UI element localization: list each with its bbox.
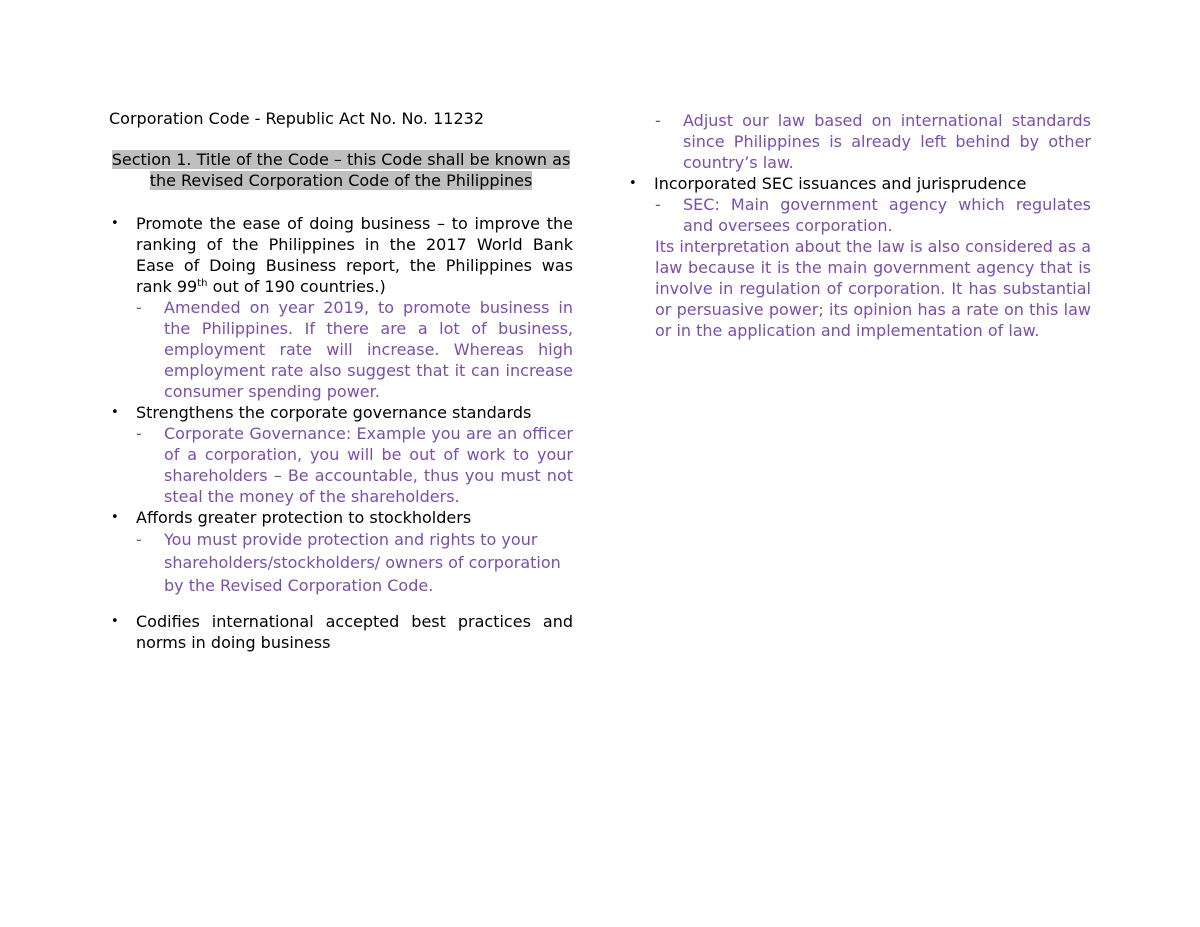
sub-item — [136, 423, 573, 507]
bullet-text-end: out of 190 countries.) — [207, 277, 386, 296]
dash-marker: - — [655, 111, 661, 130]
bullet-text: Incorporated SEC issuances and jurisprudence — [654, 174, 1027, 193]
right-column — [627, 110, 1091, 341]
bullet-text: Affords greater protection to stockholders — [136, 508, 472, 527]
bullet-item-governance — [109, 402, 573, 507]
bullet-marker: • — [629, 176, 637, 191]
bullet-text: Strengthens the corporate governance standards — [136, 403, 532, 422]
sub-list — [136, 297, 573, 402]
sub-item — [136, 297, 573, 402]
bullet-item-best-practices — [109, 611, 573, 653]
bullet-marker: • — [111, 614, 119, 629]
sub-list — [627, 110, 1091, 173]
sub-list — [136, 423, 573, 507]
dash-marker: - — [655, 195, 661, 214]
bullet-item-protection — [109, 507, 573, 597]
bullet-list — [627, 173, 1091, 194]
sub-item-text: Amended on year 2019, to promote business in the Philippines. If there are a lot of business, employment rate will increase. Whereas high employment rate also suggest that it can increase consumer spending power. — [164, 298, 573, 401]
bullet-text — [136, 213, 573, 297]
dash-marker: - — [136, 530, 142, 549]
document-title: Corporation Code - Republic Act No. No. 11232 — [109, 109, 484, 128]
sub-item — [136, 528, 573, 597]
dash-marker: - — [136, 298, 142, 317]
sub-list — [136, 528, 573, 597]
sub-item-text: Adjust our law based on international standards since Philippines is already left behind by other country’s law. — [683, 111, 1091, 172]
bullet-item-sec — [627, 173, 1091, 194]
sub-item-text: SEC: Main government agency which regulates and oversees corporation. — [683, 195, 1091, 235]
sub-item-text: You must provide protection and rights to your shareholders/stockholders/ owners of corporation by the Revised Corporation Code. — [164, 530, 561, 595]
sub-item — [627, 194, 1091, 236]
bullet-text: Codifies international accepted best practices and norms in doing business — [136, 612, 573, 652]
bullet-text-main: Promote the ease of doing business – to improve the ranking of the Philippines in the 2017 World Bank Ease of Doing Business report, the Philippines was rank 99 — [136, 214, 573, 296]
bullet-list — [109, 213, 573, 653]
interpretation-paragraph: Its interpretation about the law is also considered as a law because it is the main government agency that is involve in regulation of corporation. It has substantial or persuasive power; its opinion has a rate on this law or in the application and implementation of law. — [655, 237, 1091, 340]
bullet-item-ease-of-business — [109, 213, 573, 402]
sub-item-text: Corporate Governance: Example you are an officer of a corporation, you will be out of work to your shareholders – Be accountable, thus you must not steal the money of the shareholders. — [164, 424, 573, 506]
sub-list — [627, 194, 1091, 236]
bullet-marker: • — [111, 405, 119, 420]
bullet-marker: • — [111, 216, 119, 231]
bullet-marker: • — [111, 510, 119, 525]
left-column — [109, 108, 573, 653]
dash-marker: - — [136, 424, 142, 443]
sub-item — [627, 110, 1091, 173]
section-heading — [109, 149, 573, 191]
superscript: th — [197, 278, 208, 289]
section-heading-text: Section 1. Title of the Code – this Code shall be known as the Revised Corporation Code of the Philippines — [111, 150, 571, 190]
